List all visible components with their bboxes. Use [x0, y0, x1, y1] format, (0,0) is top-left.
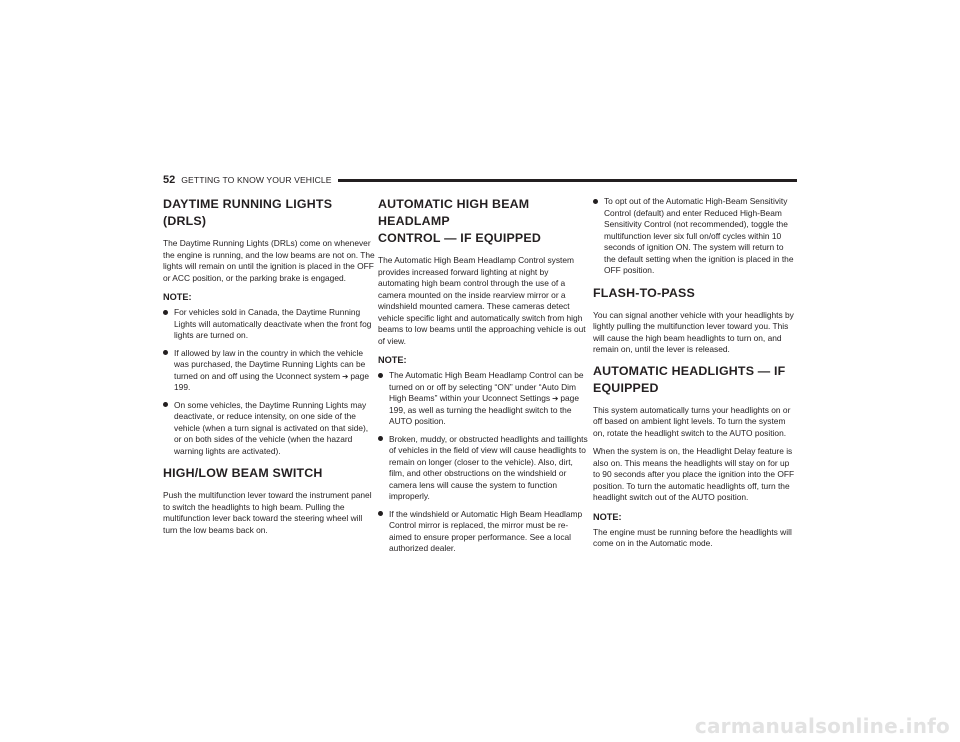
note-label: NOTE: [593, 511, 622, 522]
sensitivity-list [593, 196, 797, 277]
list-item: The Automatic High Beam Headlamp Control can be turned on or off by selecting “ON” under “Auto Dim High Beams” within your Uconnect Settings ➔ page 199, as well as turning the headlight switch to the AUTO position. [378, 370, 590, 428]
header-rule [338, 179, 797, 182]
bullet-icon [378, 511, 383, 516]
auto-headlights-note: The engine must be running before the headlights will come on in the Automatic mode. [593, 526, 792, 548]
column-2 [378, 196, 590, 563]
bullet-icon [163, 350, 168, 355]
page-number: 52 [163, 174, 176, 186]
bullet-icon [378, 373, 383, 378]
list-item: If the windshield or Automatic High Beam Headlamp Control mirror is replaced, the mirror must be re-aimed to ensure proper performance. See a local authorized dealer. [378, 509, 590, 555]
column-3 [593, 196, 797, 557]
bullet-icon [378, 436, 383, 441]
page-ref-link[interactable]: page 199. [174, 370, 369, 392]
column-1 [163, 196, 375, 543]
bullet-icon [163, 402, 168, 407]
auto-headlights-paragraph-1: This system automatically turns your headlights on or off based on ambient light levels. To turn the system on, rotate the headlight switch to the AUTO position. [593, 404, 791, 438]
hilo-heading: HIGH/LOW BEAM SWITCH [163, 466, 323, 480]
drl-note-list [163, 307, 375, 457]
list-item: If allowed by law in the country in which the vehicle was purchased, the Daytime Running Lights can be turned on and off using the Uconnect system ➔ page 199. [163, 348, 375, 394]
bullet-icon [593, 199, 598, 204]
bullet-icon [163, 310, 168, 315]
flash-to-pass-paragraph: You can signal another vehicle with your headlights by lightly pulling the multifunction lever toward you. This will cause the high beam headlights to turn on, and remain on, until the lever is released. [593, 309, 794, 354]
note-label: NOTE: [378, 355, 407, 365]
flash-to-pass-heading: FLASH-TO-PASS [593, 285, 695, 300]
drl-heading: DAYTIME RUNNING LIGHTS (DRLS) [163, 197, 333, 228]
list-item: Broken, muddy, or obstructed headlights and taillights of vehicles in the field of view will cause headlights to remain on longer (closer to the vehicle). Also, dirt, film, and other obstructions on the windshield or camera lens will cause the system to function improperly. [378, 434, 590, 503]
hilo-paragraph: Push the multifunction lever toward the instrument panel to switch the headlights to high beam. Pulling the multifunction lever back toward the steering wheel will turn the low beams back on. [163, 490, 372, 535]
list-item: For vehicles sold in Canada, the Daytime Running Lights will automatically deactivate when the front fog lights are turned on. [163, 307, 375, 342]
page-ref-link[interactable]: page 199, as well as turning the headlight switch to the AUTO position. [389, 393, 579, 426]
auto-high-beam-heading: AUTOMATIC HIGH BEAM HEADLAMP CONTROL — IF EQUIPPED [378, 197, 541, 245]
auto-headlights-heading: AUTOMATIC HEADLIGHTS — IF EQUIPPED [593, 363, 786, 395]
page-ref-arrow-icon: ➔ [552, 394, 559, 403]
auto-high-beam-note-list [378, 370, 590, 555]
page-header [163, 172, 797, 188]
page-ref-arrow-icon: ➔ [342, 371, 349, 381]
watermark: carmanualsonline.info [694, 714, 950, 738]
list-item: To opt out of the Automatic High-Beam Sensitivity Control (default) and enter Reduced High-Beam Sensitivity Control (not recommended), toggle the multifunction lever six full on/off cycles within 10 seconds of ignition ON. The system will return to the default setting when the ignition is placed in the OFF position. [593, 196, 797, 277]
auto-high-beam-paragraph: The Automatic High Beam Headlamp Control system provides increased forward lighting at night by automating high beam control through the use of a camera mounted on the inside rearview mirror or a windshield mounted camera. These cameras detect vehicle specific light and automatically switch from high beams to low beams until the approaching vehicle is out of view. [378, 255, 586, 346]
auto-headlights-paragraph-2: When the system is on, the Headlight Delay feature is also on. This means the headlights will stay on for up to 90 seconds after you place the ignition into the OFF position. To turn the automatic headlights off, turn the headlight switch out of the AUTO position. [593, 446, 795, 502]
note-label: NOTE: [163, 292, 192, 302]
list-item: On some vehicles, the Daytime Running Lights may deactivate, or reduce intensity, on one side of the vehicle (when a turn signal is activated on that side), or on both sides of the vehicle (when the hazard warning lights are activated). [163, 400, 375, 458]
section-title: GETTING TO KNOW YOUR VEHICLE [181, 175, 332, 185]
drl-paragraph: The Daytime Running Lights (DRLs) come on whenever the engine is running, and the low beams are not on. The lights will remain on until the ignition is placed in the OFF or ACC position, or the parking brake is engaged. [163, 238, 375, 283]
